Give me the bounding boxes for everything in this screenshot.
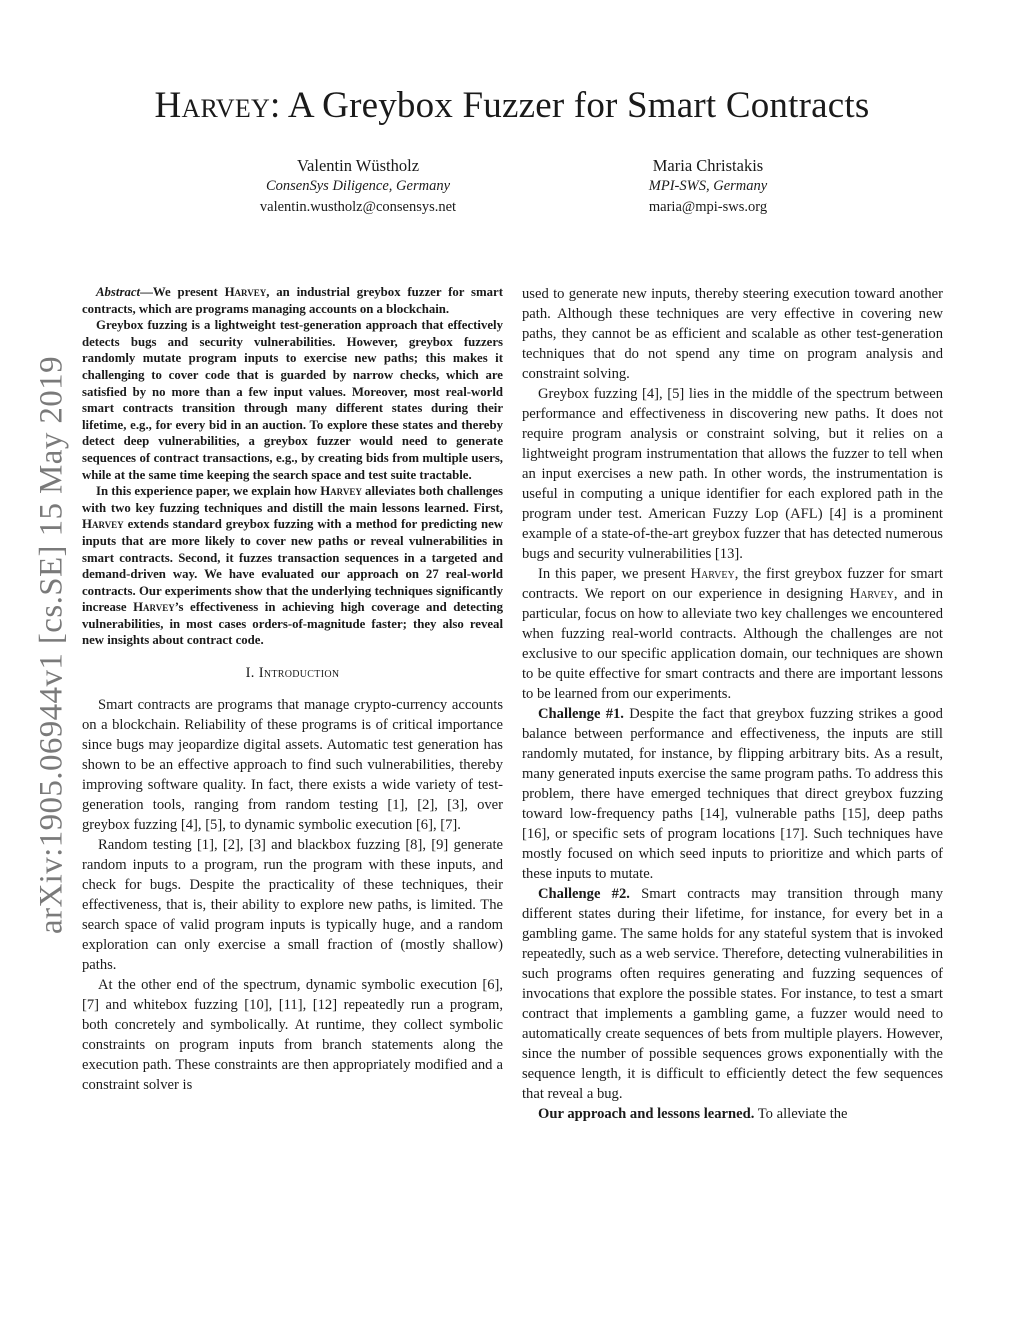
right-column: [522, 284, 943, 1124]
tool-name: Harvey: [690, 566, 735, 582]
paragraph-lead: Challenge #1.: [538, 706, 624, 722]
body-paragraph: Greybox fuzzing [4], [5] lies in the middle of the spectrum between performance and effectiveness in discovering new paths. It does not require program analysis or constraint solving, but it relies on a lightweight program instrumentation that allows the fuzzer to tell when an input exercises a new path. In other words, the instrumentation is useful in computing a unique identifier for each explored path in the program under test. American Fuzzy Lop (AFL) [4] is a prominent example of a state-of-the-art greybox fuzzer that has detected numerous bugs and security vulnerabilities [13].: [522, 386, 943, 562]
author-affiliation: MPI-SWS, Germany: [648, 178, 768, 194]
author-name: Valentin Wüstholz: [296, 156, 420, 175]
paragraph-lead: Challenge #2.: [538, 886, 630, 902]
abstract-heading: Abstract: [96, 285, 141, 299]
abstract-text: , an industrial greybox fuzzer for smart contracts, which are programs managing accounts on a blockchain.: [82, 285, 504, 316]
tool-name: Harvey: [320, 484, 362, 499]
abstract-text: alleviates both challenges with two key fuzzing techniques and distill the main lessons learned. First,: [82, 484, 503, 515]
title-rest: : A Greybox Fuzzer for Smart Contracts: [269, 85, 870, 126]
body-paragraph-challenge-1: [522, 704, 943, 884]
body-paragraph: used to generate new inputs, thereby steering execution toward another path. Although these techniques are very effective in covering new paths, they cannot be as efficient and scalable as other test-generation techniques that do not spend any time on program analysis and constraint solving.: [522, 286, 943, 382]
arxiv-stamp: arXiv:1905.06944v1 [cs.SE] 15 May 2019: [33, 356, 70, 934]
tool-name: Harvey: [82, 517, 124, 532]
body-paragraph-challenge-2: [522, 884, 943, 1104]
body-paragraph-approach: [522, 1104, 943, 1124]
body-text: Despite the fact that greybox fuzzing strikes a good balance between performance and effectiveness, the inputs are still randomly mutated, for instance, by flipping arbitrary bits. As a result, many generated inputs exercise the same program paths. To address this problem, there have emerged techniques that direct greybox fuzzing toward low-frequency paths [14], vulnerable paths [15], deep paths [16], or specific sets of program locations [17]. Such techniques have mostly focused on which seed inputs to prioritize and which parts of these inputs to mutate.: [522, 706, 943, 882]
abstract-text: extends standard greybox fuzzing with a method for predicting new inputs that are more likely to cover new paths or reveal vulnerabilities in smart contracts. Second, it fuzzes transaction sequences in a targeted and demand-driven way. We have evaluated our approach on 27 real-world contracts. Our experiments show that the underlying techniques significantly increase: [82, 517, 503, 615]
abstract: [82, 284, 503, 649]
author-name: Maria Christakis: [652, 156, 764, 175]
abstract-paragraph-3: [82, 483, 503, 649]
abstract-text: ’s effectiveness in achieving high coverage and detecting vulnerabilities, in most cases orders-of-magnitude faster; they also reveal new insights about contract code.: [82, 600, 503, 648]
author-affiliation: ConsenSys Diligence, Germany: [265, 178, 451, 194]
body-paragraph: Smart contracts are programs that manage crypto-currency accounts on a blockchain. Reliability of these programs is of critical importance since bugs may jeopardize digital assets. Automatic test generation has shown to be an effective approach to find such vulnerabilities, thereby improving software quality. In fact, there exists a wide variety of test-generation tools, ranging from random testing [1], [2], [3], over greybox fuzzing [4], [5], to dynamic symbolic execution [6], [7].: [82, 697, 503, 834]
section-number: I.: [245, 665, 259, 682]
tool-name: Harvey: [133, 600, 175, 615]
author-email: maria@mpi-sws.org: [648, 199, 768, 215]
intro-body-left: [82, 695, 503, 1095]
author-block-2: [548, 155, 868, 218]
body-text: , and in particular, focus on how to alleviate two key challenges we encountered when fuzzing real-world contracts. Although the challenges are not exclusive to our specific application domain, our techniques are shown to be quite effective for smart contracts and there are important lessons to be learned from our experiments.: [522, 586, 943, 702]
body-text: In this paper, we present: [538, 566, 691, 582]
intro-body-right: [522, 284, 943, 1124]
body-paragraph: [522, 564, 943, 704]
paragraph-lead: Our approach and lessons learned.: [538, 1106, 755, 1122]
left-column: [82, 284, 503, 1095]
abstract-paragraph-2: Greybox fuzzing is a lightweight test-generation approach that effectively detects bugs and security vulnerabilities. However, greybox fuzzers randomly mutate program inputs to exercise new paths; this makes it challenging to cover code that is guarded by narrow checks, which are satisfied by no more than a few input values. Moreover, most real-world smart contracts transition through many different states during their lifetime, e.g., for every bid in an auction. To explore these states and thereby detect deep vulnerabilities, a greybox fuzzer would need to generate sequences of contract transactions, e.g., by creating bids from multiple users, while at the same time keeping the search space and test suite tractable.: [82, 318, 503, 482]
abstract-text: —We present: [140, 285, 225, 299]
body-paragraph: Random testing [1], [2], [3] and blackbox fuzzing [8], [9] generate random inputs to a program, run the program with these inputs, and check for bugs. Despite the practicality of these techniques, their effectiveness, that is, their ability to explore new paths, is limited. The search space of valid program inputs is typically huge, and a random exploration can only exercise a small fraction of (mostly shallow) paths.: [82, 837, 503, 974]
author-block-1: [198, 155, 518, 218]
tool-name: Harvey: [849, 586, 894, 602]
section-heading-introduction: [82, 663, 503, 683]
body-text: To alleviate the: [754, 1106, 848, 1122]
section-title: Introduction: [258, 665, 340, 682]
abstract-text: In this experience paper, we explain how: [96, 484, 321, 499]
abstract-paragraph-1: [82, 284, 503, 317]
tool-name: Harvey: [224, 285, 267, 299]
body-text: , the first greybox fuzzer for smart contracts. We report on our experience in designing: [522, 566, 943, 602]
paper-title: [0, 82, 1024, 130]
author-email: valentin.wustholz@consensys.net: [259, 199, 457, 215]
title-tool-name: Harvey: [154, 85, 270, 126]
body-paragraph: At the other end of the spectrum, dynamic symbolic execution [6], [7] and whitebox fuzzing [10], [11], [12] repeatedly run a program, both concretely and symbolically. At runtime, they collect symbolic constraints on program inputs from branch statements along the execution path. These constraints are then appropriately modified and a constraint solver is: [82, 977, 503, 1094]
body-text: Smart contracts may transition through many different states during their lifetime, for instance, for every bet in a gambling game. The same holds for any stateful system that is invoked repeatedly, such as a web service. Therefore, detecting vulnerabilities in such programs often requires generating and fuzzing sequences of invocations that explore the possible states. For instance, to test a smart contract that implements a gambling game, a fuzzer would need to automatically create sequences of bets from multiple players. However, since the number of possible sequences grows exponentially with the sequence length, it is difficult to efficiently detect the few sequences that reveal a bug.: [522, 886, 943, 1102]
